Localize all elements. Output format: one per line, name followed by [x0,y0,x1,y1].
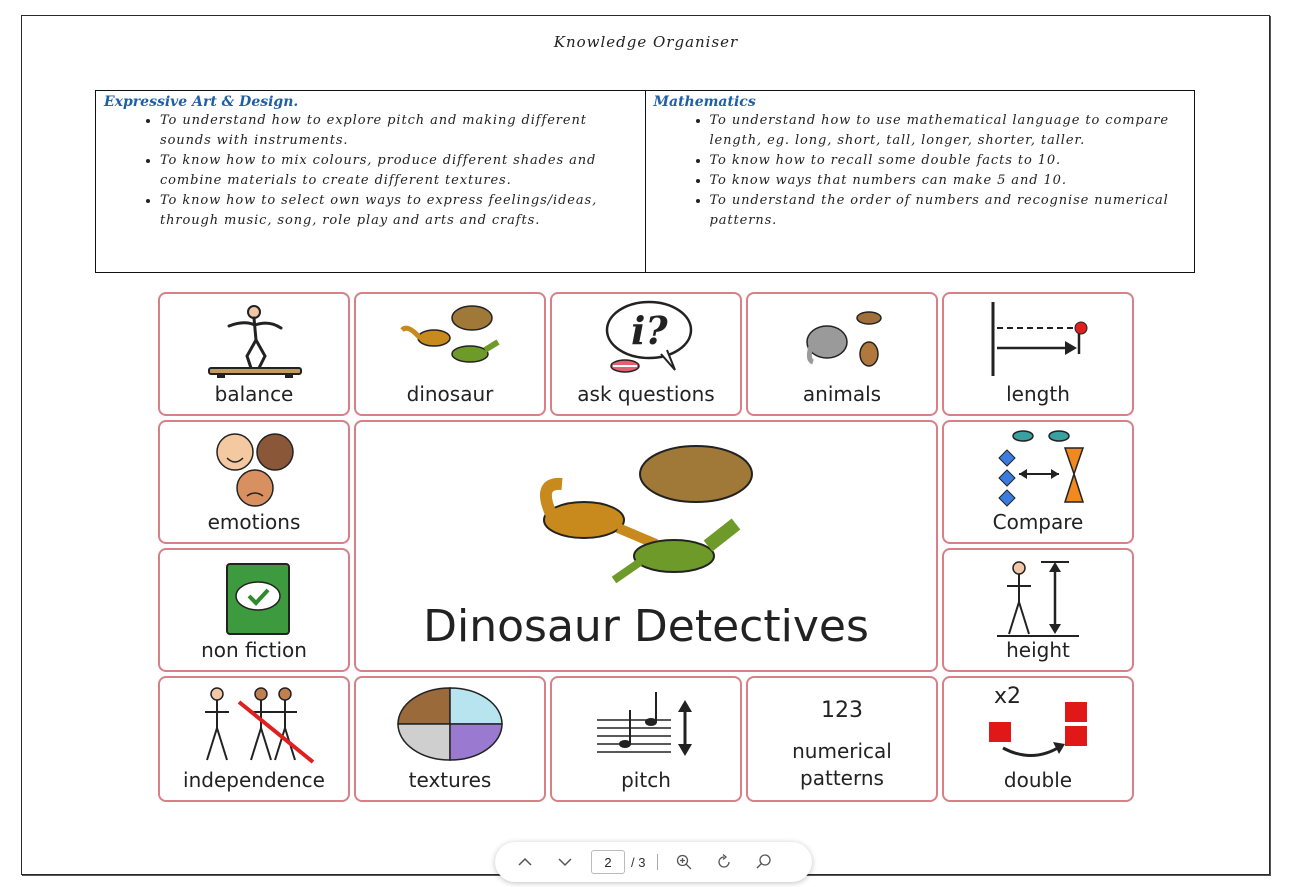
chevron-down-icon[interactable] [551,848,579,876]
pdf-toolbar [495,842,812,882]
symbol-grid [158,292,1134,802]
card-textures [354,676,546,802]
maths-item: • To understand how to use mathematical language to compare length, eg. long, short, tall, longer, shorter, taller. [710,111,1187,151]
card-pitch [550,676,742,802]
art-heading: Expressive Art & Design. [104,94,299,110]
dinosaur-icon [356,298,544,378]
card-animals [746,292,938,416]
textures-icon [356,682,544,762]
length-label: length [1006,382,1070,406]
card-double [942,676,1134,802]
card-ask-questions [550,292,742,416]
card-independence [158,676,350,802]
toolbar-divider [657,854,658,870]
center-title: Dinosaur Detectives [423,601,869,652]
svg-text:i?: i? [631,308,668,353]
book-icon [160,554,348,634]
chevron-up-icon[interactable] [511,848,539,876]
maths-item: • To know ways that numbers can make 5 and 10. [710,171,1187,191]
maths-item: • To know how to recall some double facts to 10. [710,151,1187,171]
card-balance [158,292,350,416]
art-item: • To understand how to explore pitch and making different sounds with instruments. [160,111,637,151]
height-icon [944,554,1132,634]
compare-label: Compare [992,510,1084,534]
art-list [104,111,637,231]
balance-icon [160,298,348,378]
numbers-icon: 123 [821,698,863,723]
numerical-line2: patterns [800,766,884,790]
art-item: • To know how to mix colours, produce different shades and combine materials to create different textures. [160,151,637,191]
speech-bubble-icon [552,298,740,378]
page-number-input[interactable] [591,850,625,874]
pitch-label: pitch [621,768,671,792]
emotions-icon [160,426,348,506]
dinosaur-label: dinosaur [406,382,494,406]
emotions-label: emotions [207,510,301,534]
objectives-table [95,90,1195,273]
independence-icon [160,682,348,762]
card-numerical-patterns [746,676,938,802]
numerical-patterns-label [748,738,936,792]
card-height [942,548,1134,672]
document-title: Knowledge Organiser [553,33,739,51]
length-icon [944,298,1132,378]
center-card [354,420,938,672]
card-length [942,292,1134,416]
compare-icon [944,426,1132,506]
search-icon[interactable] [750,848,778,876]
height-label: height [1006,638,1070,662]
double-icon [944,682,1132,762]
dinosaurs-icon [356,434,936,594]
rotate-icon[interactable] [710,848,738,876]
animals-label: animals [802,382,882,406]
card-dinosaur [354,292,546,416]
pitch-icon [552,682,740,762]
objectives-maths [645,91,1195,272]
animals-icon [748,298,936,378]
non-fiction-label: non fiction [201,638,307,662]
numerical-line1: numerical [792,739,892,763]
art-item: • To know how to select own ways to express feelings/ideas, through music, song, role play and arts and crafts. [160,191,637,231]
objectives-art [96,91,645,272]
zoom-in-icon[interactable] [670,848,698,876]
card-non-fiction [158,548,350,672]
ask-questions-label: ask questions [577,382,715,406]
double-label: double [1003,768,1073,792]
maths-heading: Mathematics [653,94,756,110]
double-multiplier: x2 [994,684,1022,709]
page-total: / 3 [631,854,646,870]
independence-label: independence [183,768,325,792]
card-compare [942,420,1134,544]
balance-label: balance [214,382,294,406]
maths-list [654,111,1187,231]
textures-label: textures [408,768,492,792]
maths-item: • To understand the order of numbers and recognise numerical patterns. [710,191,1187,231]
card-emotions [158,420,350,544]
